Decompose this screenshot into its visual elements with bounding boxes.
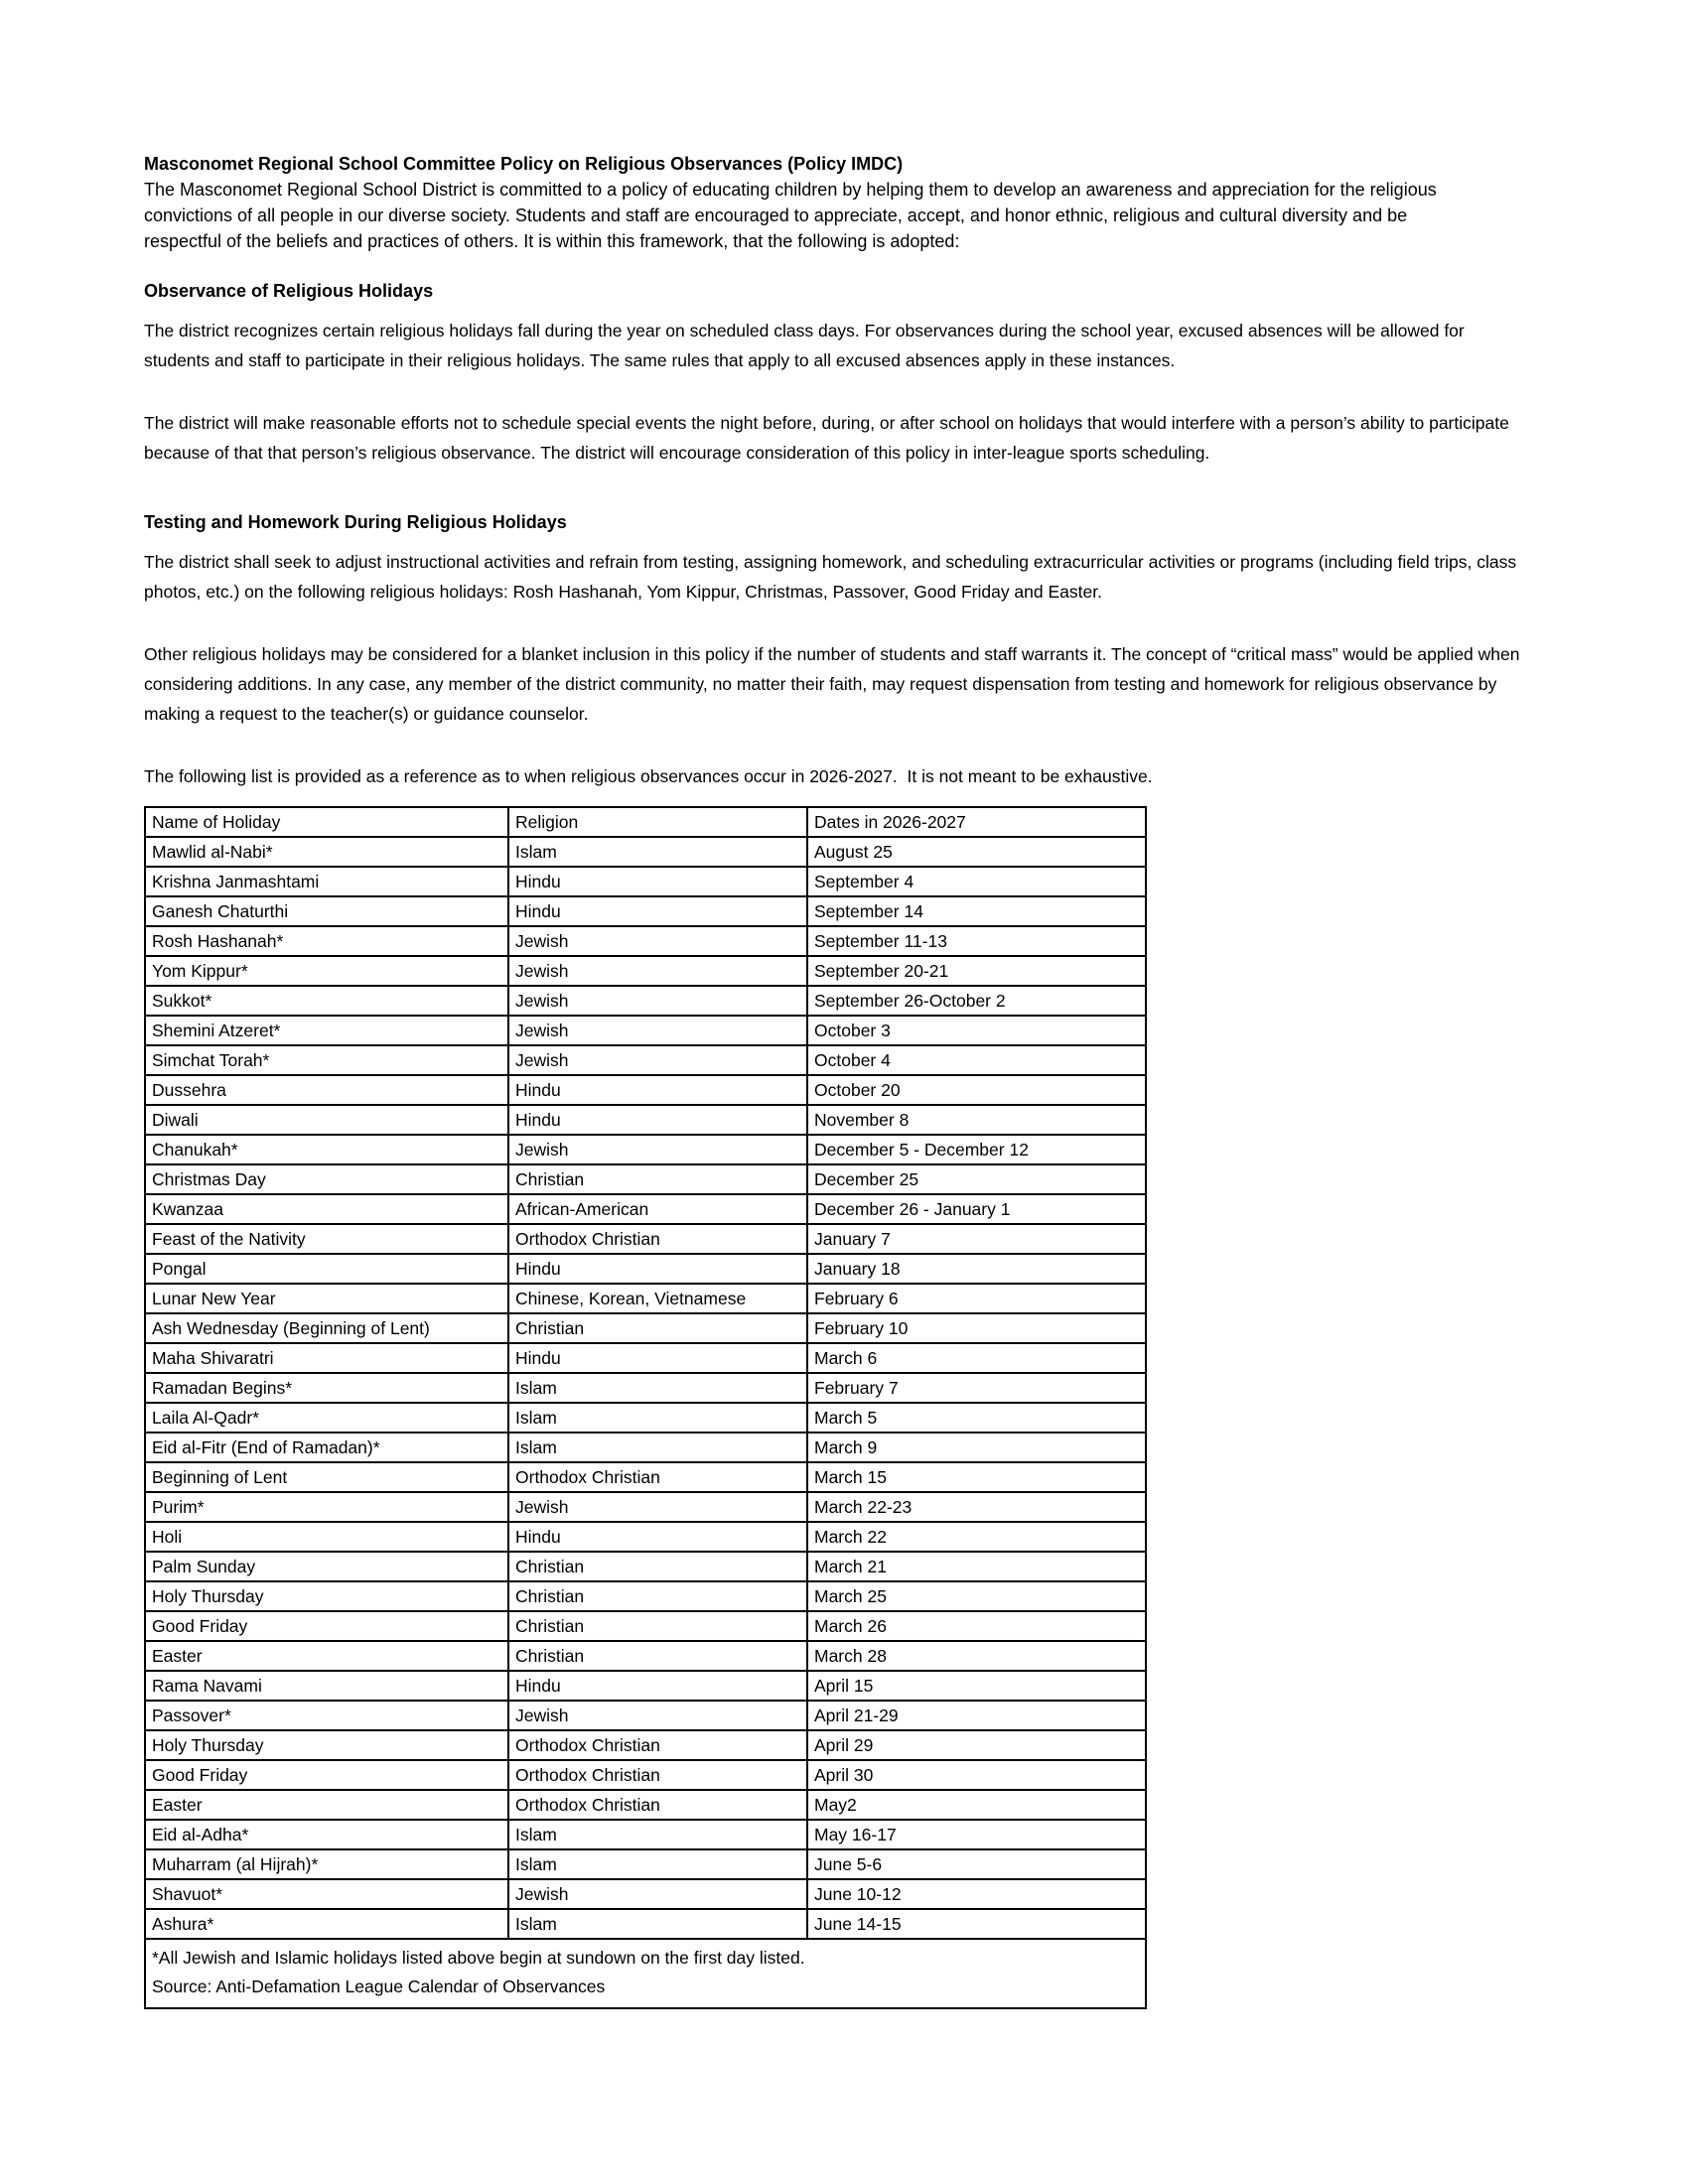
dates-cell: May 16-17 [807, 1820, 1146, 1849]
dates-cell: June 10-12 [807, 1879, 1146, 1909]
table-row [145, 1462, 1146, 1492]
holiday-name-cell: Good Friday [145, 1611, 508, 1641]
dates-cell: March 5 [807, 1403, 1146, 1433]
religion-cell: Orthodox Christian [508, 1730, 807, 1760]
holiday-name-cell: Rama Navami [145, 1671, 508, 1701]
holiday-name-cell: Ganesh Chaturthi [145, 896, 508, 926]
table-row [145, 1790, 1146, 1820]
dates-cell: January 7 [807, 1224, 1146, 1254]
table-row [145, 1135, 1146, 1164]
table-row [145, 1522, 1146, 1552]
holiday-name-cell: Passover* [145, 1701, 508, 1730]
table-row [145, 1492, 1146, 1522]
table-row [145, 926, 1146, 956]
religion-cell: Hindu [508, 896, 807, 926]
source-footnote: Source: Anti-Defamation League Calendar of Observances [152, 1977, 606, 1996]
dates-cell: April 29 [807, 1730, 1146, 1760]
religion-cell: Jewish [508, 956, 807, 986]
table-row [145, 1730, 1146, 1760]
table-row [145, 1284, 1146, 1313]
religion-cell: Christian [508, 1552, 807, 1581]
table-row [145, 986, 1146, 1016]
holiday-name-cell: Beginning of Lent [145, 1462, 508, 1492]
table-row [145, 1433, 1146, 1462]
religion-cell: Islam [508, 1849, 807, 1879]
religion-cell: Islam [508, 1373, 807, 1403]
table-row [145, 896, 1146, 926]
holiday-name-cell: Sukkot* [145, 986, 508, 1016]
table-row [145, 1164, 1146, 1194]
table-row [145, 1343, 1146, 1373]
dates-cell: April 30 [807, 1760, 1146, 1790]
dates-cell: March 15 [807, 1462, 1146, 1492]
religion-cell: Islam [508, 1909, 807, 1939]
holiday-name-cell: Yom Kippur* [145, 956, 508, 986]
holiday-name-cell: Easter [145, 1641, 508, 1671]
dates-cell: March 22-23 [807, 1492, 1146, 1522]
religion-cell: Jewish [508, 1879, 807, 1909]
table-row [145, 1313, 1146, 1343]
religion-cell: Hindu [508, 1254, 807, 1284]
dates-cell: September 14 [807, 896, 1146, 926]
religion-cell: Islam [508, 1403, 807, 1433]
religion-cell: Chinese, Korean, Vietnamese [508, 1284, 807, 1313]
dates-cell: March 26 [807, 1611, 1146, 1641]
table-header-row [145, 807, 1146, 837]
header-cell-holiday-name: Name of Holiday [145, 807, 508, 837]
table-body [145, 837, 1146, 1939]
table-row [145, 956, 1146, 986]
holiday-name-cell: Holy Thursday [145, 1581, 508, 1611]
section-heading-observance: Observance of Religious Holidays [144, 281, 434, 301]
table-row [145, 1849, 1146, 1879]
dates-cell: March 25 [807, 1581, 1146, 1611]
religion-cell: Jewish [508, 1492, 807, 1522]
testing-paragraph-1: The district shall seek to adjust instructional activities and refrain from testing, assigning homework, and scheduling extracurricular activities or programs (including field trips, class photos, etc.) on the following religious holidays: Rosh Hashanah, Yom Kippur, Christmas, Passover, Good Friday and Easter. [144, 552, 1517, 602]
table-row [145, 1701, 1146, 1730]
observance-paragraph-2: The district will make reasonable efforts not to schedule special events the night before, during, or after school on holidays that would interfere with a person’s ability to participate because of that that person’s religious observance. The district will encourage consideration of this policy in inter-league sports scheduling. [144, 413, 1509, 463]
dates-cell: April 15 [807, 1671, 1146, 1701]
holiday-name-cell: Eid al-Adha* [145, 1820, 508, 1849]
header-cell-religion: Religion [508, 807, 807, 837]
header-cell-dates: Dates in 2026-2027 [807, 807, 1146, 837]
religion-cell: Orthodox Christian [508, 1462, 807, 1492]
table-row [145, 867, 1146, 896]
religion-cell: Christian [508, 1313, 807, 1343]
dates-cell: June 5-6 [807, 1849, 1146, 1879]
holidays-table [144, 806, 1147, 2009]
dates-cell: September 4 [807, 867, 1146, 896]
religion-cell: Jewish [508, 1016, 807, 1045]
holiday-name-cell: Palm Sunday [145, 1552, 508, 1581]
holiday-name-cell: Pongal [145, 1254, 508, 1284]
table-row [145, 1194, 1146, 1224]
dates-cell: December 26 - January 1 [807, 1194, 1146, 1224]
table-row [145, 1909, 1146, 1939]
holiday-name-cell: Good Friday [145, 1760, 508, 1790]
table-row [145, 1373, 1146, 1403]
table-row [145, 1105, 1146, 1135]
religion-cell: Christian [508, 1164, 807, 1194]
holiday-name-cell: Shavuot* [145, 1879, 508, 1909]
table-row [145, 1254, 1146, 1284]
dates-cell: February 10 [807, 1313, 1146, 1343]
holiday-name-cell: Eid al-Fitr (End of Ramadan)* [145, 1433, 508, 1462]
table-row [145, 1671, 1146, 1701]
holiday-name-cell: Purim* [145, 1492, 508, 1522]
table-row [145, 1611, 1146, 1641]
religion-cell: Christian [508, 1641, 807, 1671]
testing-paragraph-2: Other religious holidays may be considered for a blanket inclusion in this policy if the number of students and staff warrants it. The concept of “critical mass” would be applied when considering additions. In any case, any member of the district community, no matter their faith, may request dispensation from testing and homework for religious observance by making a request to the teacher(s) or guidance counselor. [144, 644, 1520, 724]
dates-cell: September 11-13 [807, 926, 1146, 956]
table-row [145, 1641, 1146, 1671]
dates-cell: February 7 [807, 1373, 1146, 1403]
dates-cell: April 21-29 [807, 1701, 1146, 1730]
dates-cell: March 21 [807, 1552, 1146, 1581]
dates-cell: March 9 [807, 1433, 1146, 1462]
dates-cell: February 6 [807, 1284, 1146, 1313]
holiday-name-cell: Laila Al-Qadr* [145, 1403, 508, 1433]
holiday-name-cell: Diwali [145, 1105, 508, 1135]
table-row [145, 1403, 1146, 1433]
religion-cell: Hindu [508, 1105, 807, 1135]
sundown-footnote: *All Jewish and Islamic holidays listed above begin at sundown on the first day listed. [152, 1948, 805, 1968]
religion-cell: Orthodox Christian [508, 1760, 807, 1790]
holiday-name-cell: Shemini Atzeret* [145, 1016, 508, 1045]
dates-cell: September 26-October 2 [807, 986, 1146, 1016]
religion-cell: Orthodox Christian [508, 1224, 807, 1254]
table-row [145, 1016, 1146, 1045]
dates-cell: January 18 [807, 1254, 1146, 1284]
table-row [145, 1224, 1146, 1254]
dates-cell: March 6 [807, 1343, 1146, 1373]
religion-cell: Hindu [508, 1075, 807, 1105]
holiday-name-cell: Ramadan Begins* [145, 1373, 508, 1403]
section-heading-testing: Testing and Homework During Religious Holidays [144, 512, 567, 532]
religion-cell: Islam [508, 837, 807, 867]
religion-cell: Islam [508, 1433, 807, 1462]
holiday-name-cell: Maha Shivaratri [145, 1343, 508, 1373]
dates-cell: October 4 [807, 1045, 1146, 1075]
holiday-name-cell: Holi [145, 1522, 508, 1552]
holiday-name-cell: Dussehra [145, 1075, 508, 1105]
holiday-name-cell: Feast of the Nativity [145, 1224, 508, 1254]
holiday-name-cell: Rosh Hashanah* [145, 926, 508, 956]
holiday-name-cell: Easter [145, 1790, 508, 1820]
religion-cell: Jewish [508, 1045, 807, 1075]
religion-cell: Christian [508, 1581, 807, 1611]
table-row [145, 1552, 1146, 1581]
dates-cell: September 20-21 [807, 956, 1146, 986]
religion-cell: Hindu [508, 1671, 807, 1701]
dates-cell: August 25 [807, 837, 1146, 867]
holiday-name-cell: Ash Wednesday (Beginning of Lent) [145, 1313, 508, 1343]
table-intro-paragraph: The following list is provided as a reference as to when religious observances occur in 2026-2027. It is not meant to be exhaustive. [144, 766, 1153, 786]
table-row [145, 1820, 1146, 1849]
intro-paragraph: The Masconomet Regional School District is committed to a policy of educating children by helping them to develop an awareness and appreciation for the religious convictions of all people in our diverse society. Students and staff are encouraged to appreciate, accept, and honor ethnic, religious and cultural diversity and be respectful of the beliefs and practices of others. It is within this framework, that the following is adopted: [144, 180, 1437, 251]
table-row [145, 837, 1146, 867]
table-footer-cell [145, 1939, 1146, 2008]
holiday-name-cell: Holy Thursday [145, 1730, 508, 1760]
religion-cell: Jewish [508, 1701, 807, 1730]
holiday-name-cell: Chanukah* [145, 1135, 508, 1164]
dates-cell: March 22 [807, 1522, 1146, 1552]
religion-cell: African-American [508, 1194, 807, 1224]
dates-cell: May2 [807, 1790, 1146, 1820]
dates-cell: October 3 [807, 1016, 1146, 1045]
dates-cell: December 25 [807, 1164, 1146, 1194]
religion-cell: Jewish [508, 926, 807, 956]
religion-cell: Jewish [508, 1135, 807, 1164]
dates-cell: October 20 [807, 1075, 1146, 1105]
table-row [145, 1581, 1146, 1611]
holiday-name-cell: Lunar New Year [145, 1284, 508, 1313]
table-row [145, 1879, 1146, 1909]
dates-cell: March 28 [807, 1641, 1146, 1671]
holiday-name-cell: Muharram (al Hijrah)* [145, 1849, 508, 1879]
page-title: Masconomet Regional School Committee Policy on Religious Observances (Policy IMDC) [144, 154, 904, 174]
table-row [145, 1075, 1146, 1105]
holiday-name-cell: Kwanzaa [145, 1194, 508, 1224]
holiday-name-cell: Krishna Janmashtami [145, 867, 508, 896]
dates-cell: June 14-15 [807, 1909, 1146, 1939]
table-row [145, 1760, 1146, 1790]
holiday-name-cell: Simchat Torah* [145, 1045, 508, 1075]
table-row [145, 1045, 1146, 1075]
religion-cell: Islam [508, 1820, 807, 1849]
dates-cell: December 5 - December 12 [807, 1135, 1146, 1164]
observance-paragraph-1: The district recognizes certain religious holidays fall during the year on scheduled class days. For observances during the school year, excused absences will be allowed for students and staff to participate in their religious holidays. The same rules that apply to all excused absences apply in these instances. [144, 321, 1465, 370]
holiday-name-cell: Mawlid al-Nabi* [145, 837, 508, 867]
table-footer-row [145, 1939, 1146, 2008]
holiday-name-cell: Ashura* [145, 1909, 508, 1939]
religion-cell: Hindu [508, 1343, 807, 1373]
religion-cell: Orthodox Christian [508, 1790, 807, 1820]
dates-cell: November 8 [807, 1105, 1146, 1135]
religion-cell: Jewish [508, 986, 807, 1016]
holiday-name-cell: Christmas Day [145, 1164, 508, 1194]
religion-cell: Hindu [508, 1522, 807, 1552]
religion-cell: Hindu [508, 867, 807, 896]
religion-cell: Christian [508, 1611, 807, 1641]
